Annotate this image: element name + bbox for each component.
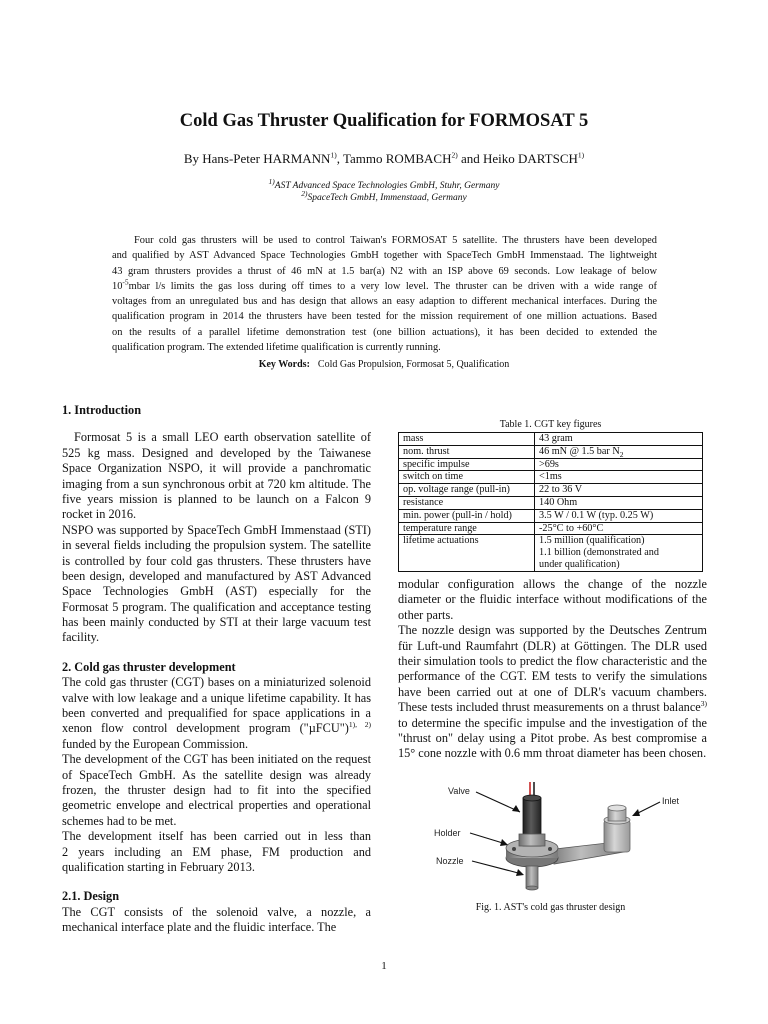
table-row: specific impulse >69s — [399, 458, 703, 471]
table-row: lifetime actuations 1.5 million (qualification) 1.1 billion (demonstrated and under qualification) — [399, 535, 703, 571]
affiliation-2: $^{2)}$SpaceTech GmbH, Immenstaad, Germany — [301, 188, 467, 203]
keywords: Key Words: Cold Gas Propulsion, Formosat 5, Qualification — [258, 359, 510, 370]
author-name: Tammo ROMBACH — [342, 151, 452, 166]
abstract: Four cold gas thrusters will be used to control Taiwan's FORMOSAT 5 satellite. The thrusters have been developed and qualified by AST Advanced Space Technologies GmbH together with SpaceTech GmbH Immenstaad. The lightweight 43 gram thrusters provides a thrust of 46 mN at 1.5 bar(a) N2 with an ISP above 69 seconds. Low leakage of below $10^{-5}mbar$ l/s limits the gas loss during off times to a very low level. The thruster can be driven with a wide range of voltages from an unregulated bus and has design that allows an easy adaption to different mechanical interfaces. During the qualification program in 2014 the thrusters have been tested for the mission requirement of one million actuations. Based on the results of a parallel lifetime demonstration test (one billion actuations), it has been decided to extended the qualification program. The extended lifetime qualification is currently running. — [112, 235, 657, 354]
key-figures-table — [398, 432, 703, 572]
left-column: 1. Introduction Formosat 5 is a small LEO earth observation satellite of 525 kg mass. Designed and developed by the Taiwanese Space Organization NSPO, it will provide a panchromatic imaging from a sun synchronous orbit at 720 km altitude. The five years mission is planned to be launch on a Falcon 9 rocket in 2016. NSPO was supported by SpaceTech GmbH Immenstaad (STI) in several fields including the propulsion system. The satellite is controlled by four cold gas thrusters. These thrusters have been design, developed and manufactured by AST Advanced Space Technologies GmbH (AST) especially for the Formosat 5 program. The qualification and acceptance testing has been mainly conducted by STI at their large vacuum test facility. 2. Cold gas thruster development The cold gas thruster (CGT) bases on a miniaturized solenoid valve with low leakage and a unique lifetime capability. It has been converted and prequalified for space applications in a xenon flow control development program ("µFCU")$^{1), 2)}$ funded by the European Commission. The development of the CGT has been initiated on the request of SpaceTech GmbH. As the satellite design was already frozen, the thruster design had to fit into the specified geometric envelope and electrical properties and operational schemes had to be met. The development itself has been carried out in less than 2 years including an EM phase, FM production and qualification starting in February 2013. 2.1. Design The CGT consists of the solenoid valve, a nozzle, a mechanical interface plate and the fluidic interface. The — [62, 403, 371, 935]
right-column: modular configuration allows the change of the nozzle diameter or the fluidic interface without modifications of the other parts. The nozzle design was supported by the Deutsches Zentrum für Luft-und Raumfahrt (DLR) at Göttingen. The DLR used their simulation tools to predict the flow characteristic and the performance of the CGT. EM tests to verify the simulations have been carried out at one of DLR's vacuum chambers. These tests included thrust measurements on a thrust balance$^{3)}$ to determine the specific impulse and the investigation of the "thrust on" delay using a Pitot probe. As best compromise a 15° cone nozzle with 0.6 mm throat diameter has been chosen. — [398, 577, 707, 761]
arrow — [636, 802, 660, 814]
table-caption: Table 1. CGT key figures — [499, 419, 602, 430]
label-inlet: Inlet — [662, 796, 680, 806]
table-row: mass 43 gram — [399, 433, 703, 446]
inlet-body — [604, 820, 630, 852]
figure-caption: Fig. 1. AST's cold gas thruster design — [475, 902, 626, 913]
section-heading: 1. Introduction — [62, 403, 142, 417]
table-row: switch on time <1ms — [399, 471, 703, 484]
nozzle — [526, 866, 538, 888]
author-name: Heiko DARTSCH — [483, 151, 578, 166]
table-row: op. voltage range (pull-in) 22 to 36 V — [399, 484, 703, 497]
label-valve: Valve — [448, 786, 470, 796]
table-row: temperature range -25°C to +60°C — [399, 522, 703, 535]
thruster-figure — [426, 778, 686, 904]
page-number: 1 — [381, 960, 387, 972]
subsection-heading: 2.1. Design — [62, 889, 120, 904]
paper-title: Cold Gas Thruster Qualification for FORMOSAT 5 — [179, 111, 589, 131]
author-name: Hans-Peter HARMANN — [202, 151, 331, 166]
affiliation-1: $^{1)}$AST Advanced Space Technologies GmbH, Stuhr, Germany — [268, 176, 500, 191]
table-row: resistance 140 Ohm — [399, 496, 703, 509]
table-row: min. power (pull-in / hold) 3.5 W / 0.1 W (typ. 0.25 W) — [399, 509, 703, 522]
section-heading: 2. Cold gas thruster development — [62, 659, 236, 674]
table-row: nom. thrust 46 mN @ 1.5 bar $N_2$ — [399, 445, 703, 458]
label-nozzle: Nozzle — [436, 856, 464, 866]
label-holder: Holder — [434, 828, 461, 838]
affiliations — [0, 176, 768, 204]
arrow — [470, 833, 506, 844]
author-line: By Hans-Peter HARMANN$^{1)}$, Tammo ROMBACH$^{2)}$ and Heiko DARTSCH$^{1)}$ — [183, 150, 585, 166]
